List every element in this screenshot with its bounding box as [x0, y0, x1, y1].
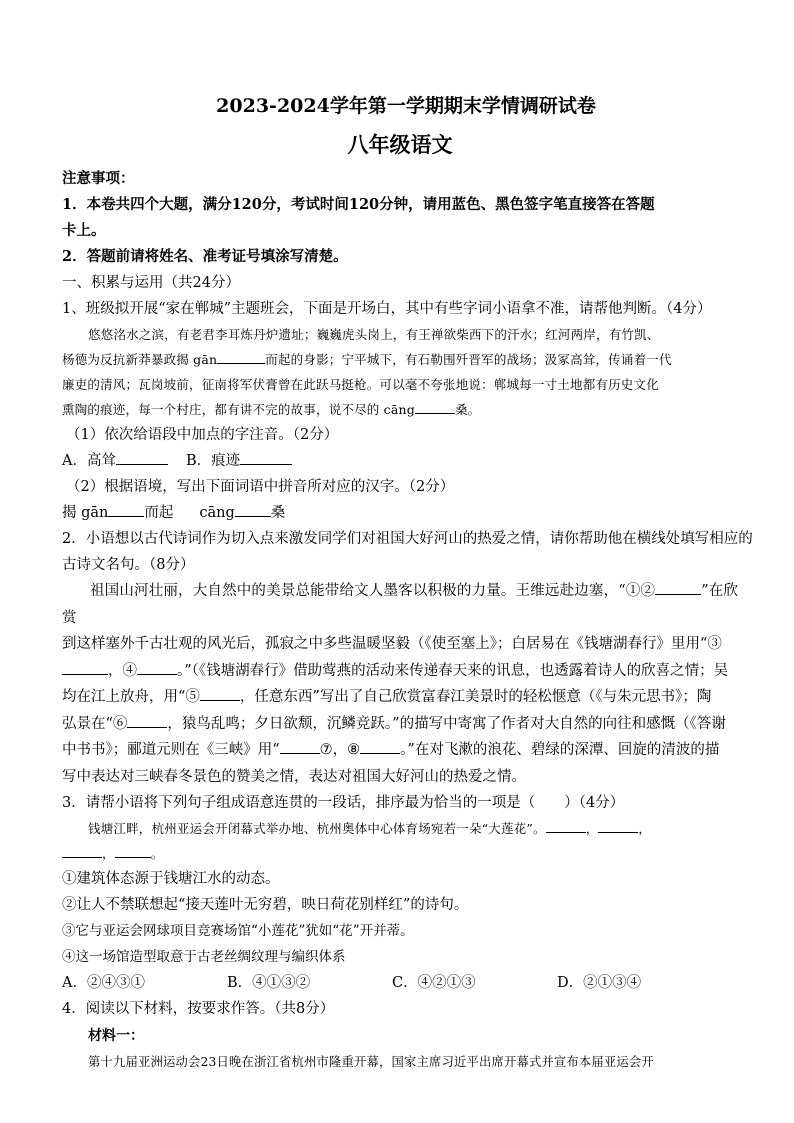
q2-passage-line: 均在江上放舟，用“⑤ ，任意东西”写出了自己欣赏富春江美景时的轻松惬意（《与朱元思书》；陶	[62, 684, 738, 711]
notice-item-2: 2．答题前请将姓名、准考证号填涂写清楚。	[62, 248, 348, 265]
answer-blank[interactable]	[115, 843, 151, 858]
answer-blank[interactable]	[598, 818, 638, 833]
q3-option-3: ③它与亚运会网球项目竞赛场馆“小莲花”犹如“花”开并蒂。	[62, 923, 414, 939]
q1-stem: 1、班级拟开展“家在郸城”主题班会，下面是开场白，其中有些字词小语拿不准，请帮他判断。（4分）	[62, 301, 712, 317]
answer-blank[interactable]	[655, 580, 701, 595]
choice-b[interactable]: B．④①③②	[227, 975, 311, 991]
notice-item-1-cont: 卡上。	[62, 222, 106, 239]
answer-blank[interactable]	[200, 686, 240, 701]
q3-stem: 3．请帮小语将下列句子组成语意连贯的一段话，排序最为恰当的一项是（ ）（4分）	[62, 795, 625, 811]
q4-material-label: 材料一：	[88, 1028, 144, 1044]
q2-passage-line: 弘景在“⑥ ，猿鸟乱鸣；夕日欲颓，沉鳞竞跃。”的描写中寄寓了作者对大自然的向往和感慨（《答谢	[62, 711, 738, 738]
notice-item-1: 1．本卷共四个大题，满分120分，考试时间120分钟，请用蓝色、黑色签字笔直接答在答题	[62, 196, 655, 213]
page-subtitle: 八年级语文	[347, 132, 453, 157]
q1-sub1: （1）依次给语段中加点的字注音。（2分）	[66, 427, 339, 443]
q2-stem: 古诗文名句。（8分）	[62, 557, 195, 573]
q3-option-4: ④这一场馆造型取意于古老丝绸纹理与编织体系	[62, 949, 346, 965]
q1-sub1-options: A．高耸 B．痕迹	[62, 448, 738, 474]
q4-material-line: 第十九届亚洲运动会23日晚在浙江省杭州市隆重开幕，国家主席习近平出席开幕式并宣布本届亚运会开	[88, 1055, 654, 1069]
section-heading: 一、积累与运用（共24分）	[62, 275, 240, 291]
answer-blank[interactable]	[217, 349, 265, 364]
answer-blank[interactable]	[280, 739, 320, 754]
q3-passage-line: 钱塘江畔，杭州亚运会开闭幕式举办地、杭州奥体中心体育场宛若一朵“大莲花”。 ， ，	[62, 816, 738, 841]
q4-stem: 4．阅读以下材料，按要求作答。（共8分）	[62, 1001, 335, 1017]
answer-blank[interactable]	[137, 660, 177, 675]
q1-passage-line: 廉吏的清风；瓦岗坡前，征南将军伏膏曾在此跃马挺枪。可以毫不夸张地说：郸城每一寸土地都有历史文化	[62, 377, 659, 392]
page-title: 2023-2024学年第一学期期末学情调研试卷	[216, 95, 596, 117]
answer-blank[interactable]	[360, 739, 400, 754]
answer-blank[interactable]	[127, 713, 167, 728]
q2-stem: 2．小语想以古代诗词作为切入点来激发同学们对祖国大好河山的热爱之情，请你帮助他在横线处填写相应的	[62, 531, 753, 547]
exam-page	[62, 92, 753, 1075]
answer-blank[interactable]	[108, 502, 144, 517]
answer-blank[interactable]	[235, 502, 271, 517]
q1-passage-line: 熏陶的痕迹，每一个村庄，都有讲不完的故事，说不尽的 cāng 桑。	[62, 397, 738, 422]
notice-heading: 注意事项：	[62, 170, 135, 187]
answer-blank[interactable]	[415, 399, 455, 414]
q3-option-2: ②让人不禁联想起“接天莲叶无穷碧，映日荷花别样红”的诗句。	[62, 897, 469, 913]
q3-passage-line: ， 。	[62, 841, 738, 866]
q2-passage-line: 祖国山河壮丽，大自然中的美景总能带给文人墨客以积极的力量。王维远赴边塞，“①② ”在欣赏	[62, 578, 738, 631]
q2-passage-line: 到这样塞外千古壮观的风光后，孤寂之中多些温暖坚毅（《使至塞上》；白居易在《钱塘湖春行》里用“③	[62, 636, 722, 652]
choice-a[interactable]: A．②④③①	[62, 975, 145, 991]
answer-blank[interactable]	[62, 660, 108, 675]
answer-blank[interactable]	[116, 450, 168, 465]
q2-passage-line: ，④ 。”（《钱塘湖春行》借助莺燕的活动来传递春天来的讯息，也透露着诗人的欣喜之情；吴	[62, 658, 738, 685]
q2-passage-line: 写中表达对三峡春冬景色的赞美之情，表达对祖国大好河山的热爱之情。	[62, 768, 526, 785]
q1-sub2: （2）根据语境，写出下面词语中拼音所对应的汉字。（2分）	[66, 479, 455, 495]
answer-blank[interactable]	[62, 843, 102, 858]
q1-passage-line: 悠悠洺水之滨，有老君李耳炼丹炉遗址；巍巍虎头岗上，有王禅欲柴西下的汗水；红河两岸，有竹凯、	[88, 327, 660, 342]
choice-d[interactable]: D．②①③④	[557, 975, 642, 991]
q3-option-1: ①建筑体态源于钱塘江水的动态。	[62, 871, 280, 887]
answer-blank[interactable]	[240, 450, 292, 465]
q2-passage-line: 中书书》；郦道元则在《三峡》用“ ⑦，⑧ 。”在对飞漱的浪花、碧绿的深潭、回旋的清波的描	[62, 737, 738, 764]
q3-choices	[62, 970, 738, 996]
q1-passage-line: 杨德为反抗新莽暴政揭 gān 而起的身影；宁平城下，有石勒围歼晋军的战场；汲冢高耸，传诵着一代	[62, 347, 738, 372]
choice-c[interactable]: C．④②①③	[392, 975, 476, 991]
q1-sub2-items: 揭 gān 而起 cāng 桑	[62, 500, 738, 526]
answer-blank[interactable]	[546, 818, 586, 833]
